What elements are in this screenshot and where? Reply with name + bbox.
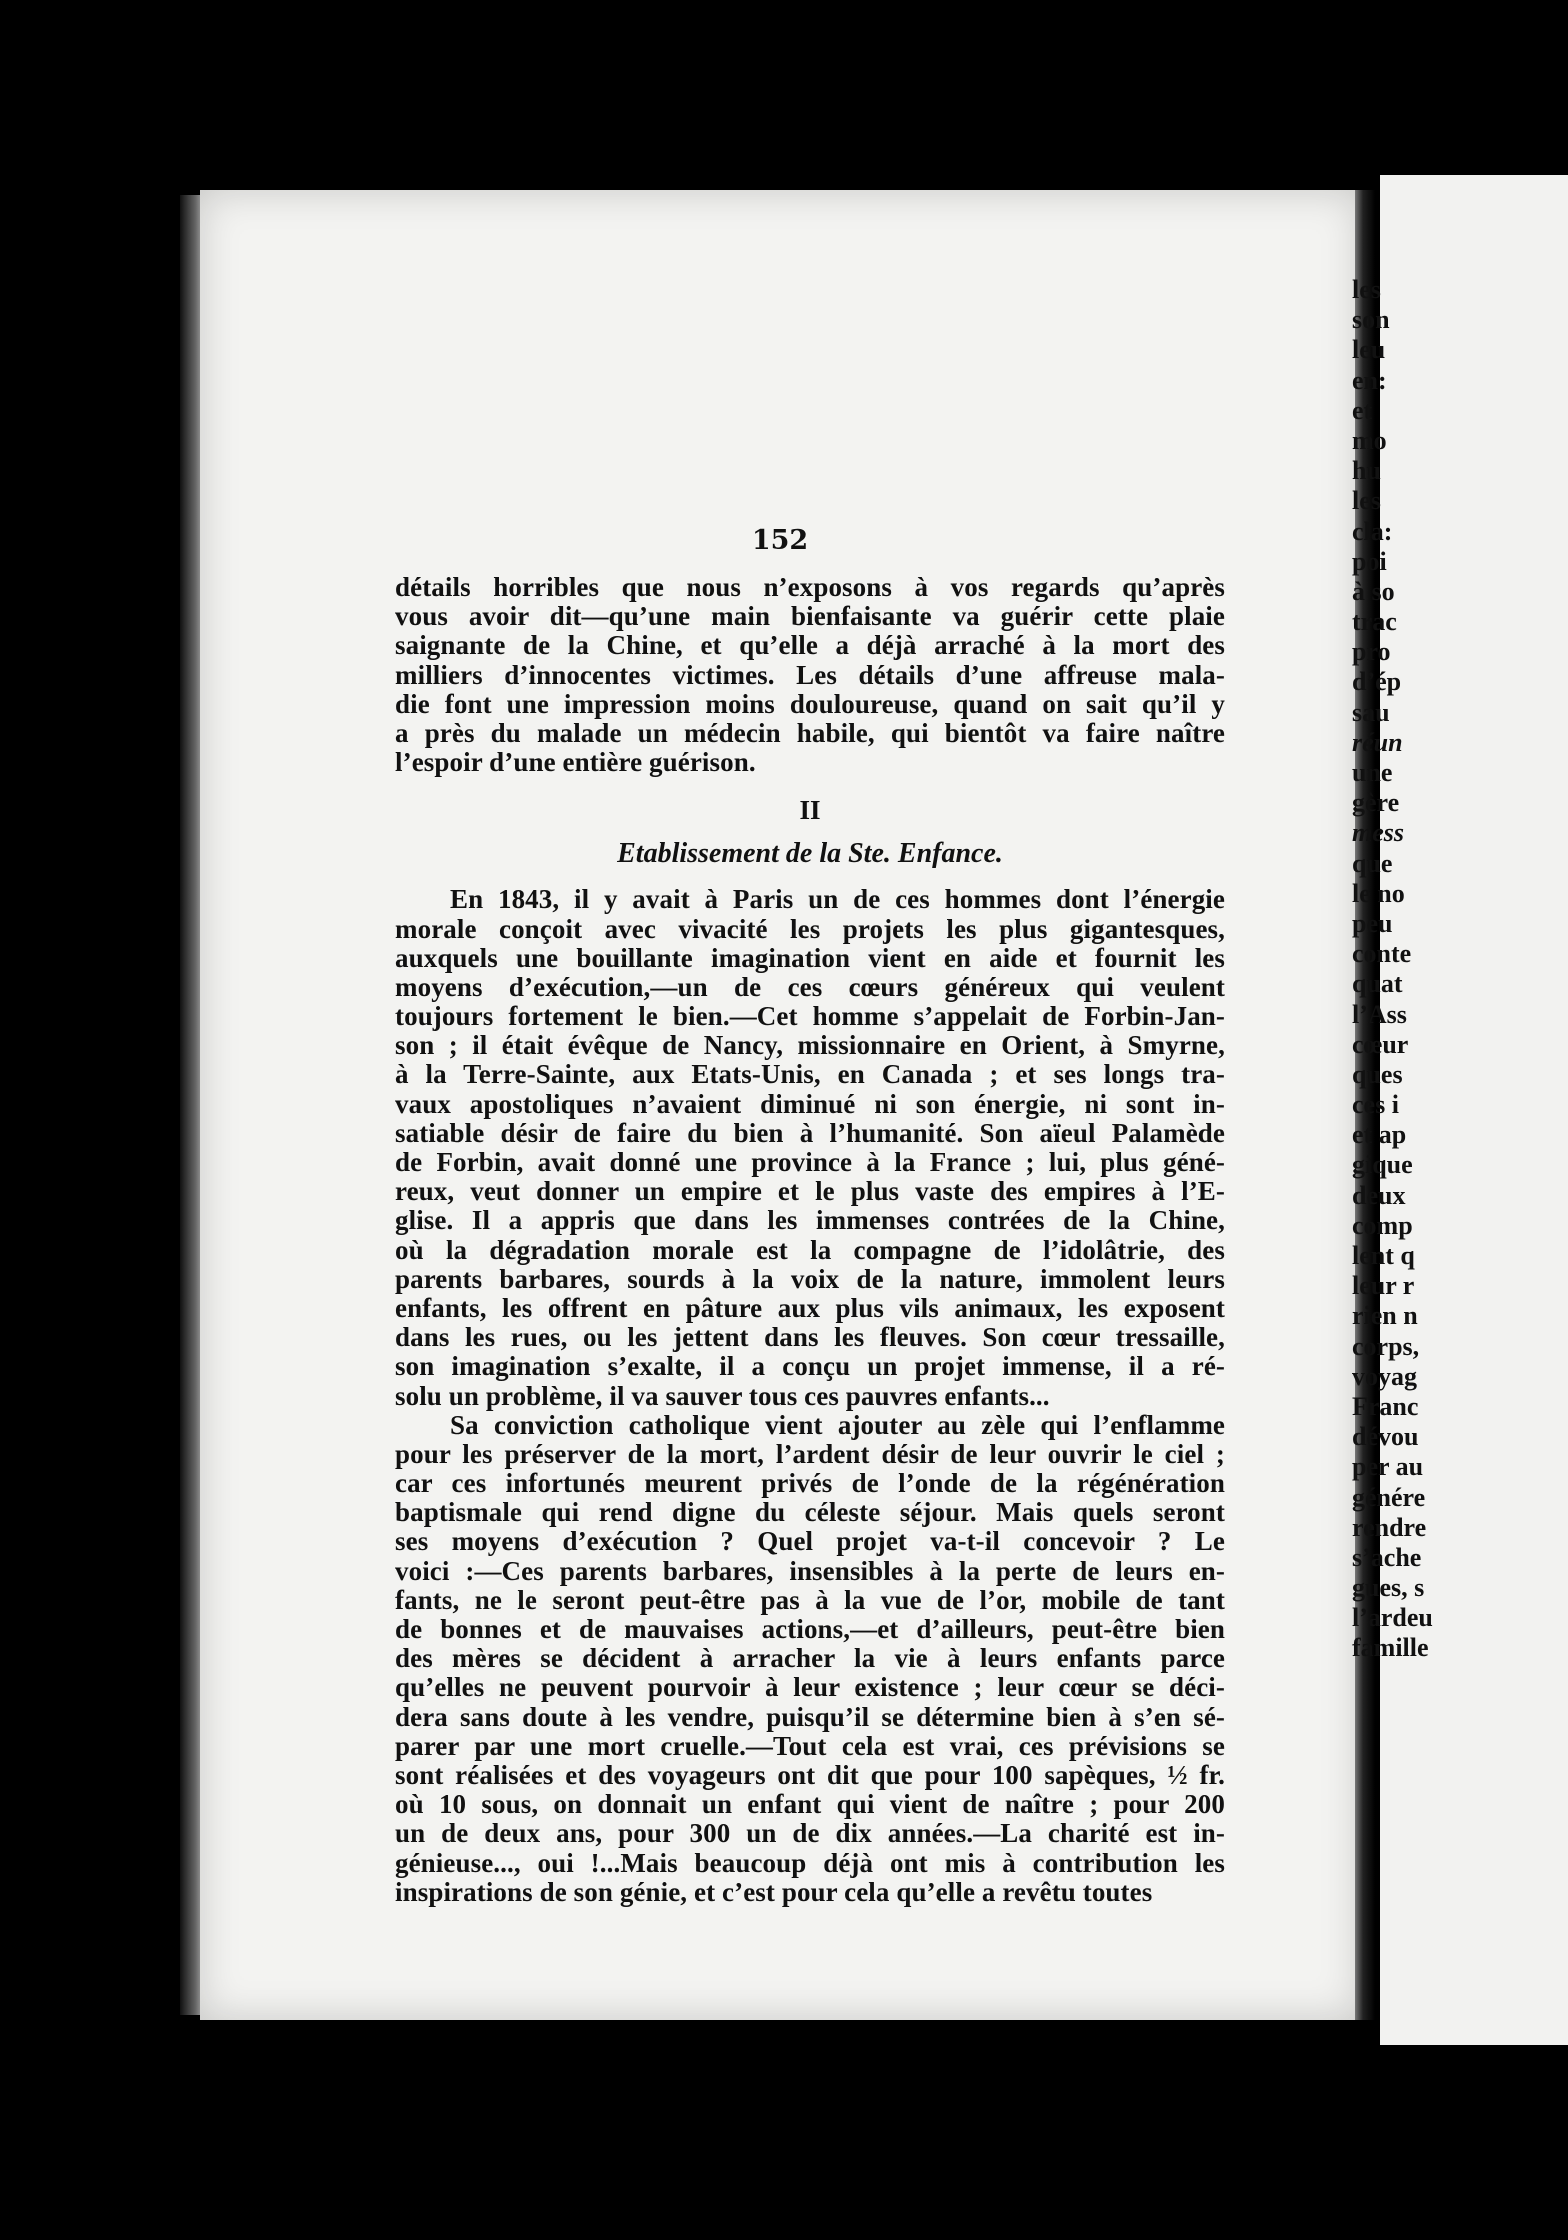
text-line: vaux apostoliques n’avaient diminué ni son énergie, ni sont in- — [395, 1088, 1225, 1119]
text-line: saignante de la Chine, et qu’elle a déjà arraché à la mort des — [395, 630, 1225, 661]
right-page-fragment: génére — [1352, 1482, 1426, 1512]
text-line: inspirations de son génie, et c’est pour cela qu’elle a revêtu toutes — [395, 1876, 1153, 1907]
paragraph-2 — [395, 885, 1225, 1410]
right-page-fragment: réun — [1352, 727, 1403, 757]
right-page-fragment: mo — [1352, 425, 1387, 455]
text-line: sont réalisées et des voyageurs ont dit que pour 100 sapèques, ½ fr. — [395, 1759, 1225, 1790]
right-page-fragment: leur r — [1352, 1271, 1415, 1301]
right-page-fragment: que — [1352, 848, 1393, 878]
text-line: parer par une mort cruelle.—Tout cela est vrai, ces prévisions se — [395, 1730, 1225, 1761]
text-line: solu un problème, il va sauver tous ces pauvres enfants... — [395, 1380, 1050, 1411]
right-page-fragment: ques — [1352, 1059, 1403, 1089]
right-page-fragment: son — [1352, 305, 1390, 335]
text-line: fants, ne le seront peut-être pas à la vue de l’or, mobile de tant — [395, 1584, 1225, 1615]
text-line: dera sans doute à les vendre, puisqu’il se détermine bien à s’en sé- — [395, 1701, 1225, 1732]
text-block — [395, 573, 1225, 1907]
right-page-fragment: rendre — [1352, 1512, 1427, 1542]
text-line: voici :—Ces parents barbares, insensibles à la perte de leurs en- — [395, 1555, 1225, 1586]
right-page-fragment: trac — [1352, 607, 1397, 637]
text-line: qu’elles ne peuvent pourvoir à leur existence ; leur cœur se déci- — [395, 1672, 1225, 1703]
right-page-fragment: en: — [1352, 365, 1387, 395]
text-line: moyens d’exécution,—un de ces cœurs généreux qui veulent — [395, 971, 1225, 1002]
text-line: auxquels une bouillante imagination vient en aide et fournit les — [395, 942, 1225, 973]
text-line: dans les rues, ou les jettent dans les fleuves. Son cœur tressaille, — [395, 1322, 1225, 1353]
text-line: morale conçoit avec vivacité les projets les plus gigantesques, — [395, 913, 1225, 944]
right-page-fragment: lent q — [1352, 1241, 1415, 1270]
text-line: de Forbin, avait donné une province à la France ; lui, plus géné- — [395, 1147, 1225, 1177]
text-line: satiable désir de faire du bien à l’humanité. Son aïeul Palamède — [395, 1117, 1225, 1148]
text-line: enfants, les offrent en pâture aux plus vils animaux, les exposent — [395, 1292, 1225, 1323]
right-page-fragment: les — [1352, 486, 1381, 516]
right-page-fragment: voyag — [1352, 1361, 1417, 1391]
text-line: son ; il était évêque de Nancy, missionnaire en Orient, à Smyrne, — [395, 1030, 1225, 1061]
paragraph-1 — [395, 573, 1225, 777]
right-page-fragment: gique — [1352, 1150, 1413, 1180]
text-line: un de deux ans, pour 300 un de dix années.—La charité est in- — [395, 1818, 1225, 1849]
right-page-fragment: et ap — [1352, 1120, 1407, 1150]
right-page-fragment: famille — [1352, 1633, 1429, 1663]
right-page-fragment: hu — [1352, 456, 1381, 486]
right-page-fragment: dévou — [1352, 1422, 1419, 1452]
right-page-fragment: cla: — [1352, 516, 1393, 546]
text-line: où la dégradation morale est la compagne de l’idolâtrie, des — [395, 1234, 1225, 1265]
text-line: à la Terre-Sainte, aux Etats-Unis, en Canada ; et ses longs tra- — [395, 1059, 1225, 1090]
right-page-fragment: sau — [1352, 697, 1390, 727]
text-line: vous avoir dit—qu’une main bienfaisante va guérir cette plaie — [395, 601, 1225, 632]
left-page — [200, 190, 1360, 2020]
right-page-fragment: d’ép — [1352, 667, 1402, 697]
right-page-fragment: et — [1352, 395, 1373, 425]
text-line: glise. Il a appris que dans les immenses contrées de la Chine, — [395, 1205, 1225, 1236]
right-page-text — [1352, 275, 1552, 1664]
paragraph-3 — [395, 1411, 1225, 1907]
right-page-fragment: gues, s — [1352, 1573, 1425, 1603]
right-page-fragment: pro — [1352, 637, 1391, 667]
right-page-fragment: ces i — [1352, 1090, 1399, 1120]
section-number: II — [799, 795, 821, 826]
right-page-fragment: leu — [1352, 335, 1386, 365]
right-page-fragment: poi — [1352, 546, 1387, 576]
text-line: de bonnes et de mauvaises actions,—et d’ailleurs, peut-être bien — [395, 1614, 1225, 1644]
text-line: parents barbares, sourds à la voix de la nature, immolent leurs — [395, 1263, 1225, 1294]
section-title: Etablissement de la Ste. Enfance. — [617, 838, 1003, 870]
text-line: l’espoir d’une entière guérison. — [395, 747, 756, 778]
right-page-fragment: une — [1352, 758, 1393, 787]
text-line: des mères se décident à arracher la vie à leurs enfants parce — [395, 1643, 1225, 1674]
text-line: car ces infortunés meurent privés de l’onde de la régénération — [395, 1468, 1225, 1499]
right-page-fragment: Franc — [1352, 1391, 1419, 1421]
right-page-fragment: cœur — [1352, 1029, 1409, 1059]
right-page-fragment: s’ache — [1352, 1542, 1422, 1572]
right-page-fragment: quat — [1352, 969, 1403, 999]
text-line: Sa conviction catholique vient ajouter au zèle qui l’enflamme — [450, 1409, 1225, 1440]
right-page-fragment: à so — [1352, 576, 1395, 606]
text-line: En 1843, il y avait à Paris un de ces hommes dont l’énergie — [450, 884, 1225, 915]
right-page-fragment: conte — [1352, 939, 1412, 969]
page-number: 152 — [751, 525, 809, 556]
right-page-fragment: gère — [1352, 788, 1400, 818]
text-line: milliers d’innocentes victimes. Les détails d’une affreuse mala- — [395, 659, 1225, 690]
right-page-fragment: rien n — [1352, 1301, 1418, 1331]
right-page-fragment: comp — [1352, 1210, 1413, 1240]
right-page-fragment: le no — [1352, 878, 1405, 908]
text-line: génieuse..., oui !...Mais beaucoup déjà ont mis à contribution les — [395, 1847, 1225, 1878]
text-line: die font une impression moins douloureuse, quand on sait qu’il y — [395, 688, 1225, 719]
text-line: toujours fortement le bien.—Cet homme s’appelait de Forbin-Jan- — [395, 1001, 1225, 1032]
text-line: reux, veut donner un empire et le plus vaste des empires à l’E- — [395, 1176, 1225, 1207]
text-line: où 10 sous, on donnait un enfant qui vient de naître ; pour 200 — [395, 1789, 1225, 1820]
right-page — [1352, 175, 1568, 2045]
text-line: pour les préserver de la mort, l’ardent désir de leur ouvrir le ciel ; — [395, 1438, 1225, 1469]
right-page-fragment: l’ardeu — [1352, 1603, 1433, 1633]
text-line: ses moyens d’exécution ? Quel projet va-t-il concevoir ? Le — [395, 1526, 1225, 1557]
right-page-fragment: l’Ass — [1352, 999, 1407, 1029]
right-page-fragment: corps, — [1352, 1331, 1420, 1361]
right-page-fragment: per au — [1352, 1452, 1424, 1482]
right-page-fragment: deux — [1352, 1180, 1406, 1210]
right-page-fragment: peu — [1352, 908, 1393, 938]
text-line: détails horribles que nous n’exposons à vos regards qu’après — [395, 572, 1225, 602]
text-line: a près du malade un médecin habile, qui bientôt va faire naître — [395, 717, 1225, 748]
text-line: son imagination s’exalte, il a conçu un projet immense, il a ré- — [395, 1351, 1225, 1382]
text-line: baptismale qui rend digne du céleste séjour. Mais quels seront — [395, 1497, 1225, 1528]
right-page-fragment: mess — [1352, 818, 1404, 848]
right-page-fragment: les — [1352, 275, 1381, 304]
